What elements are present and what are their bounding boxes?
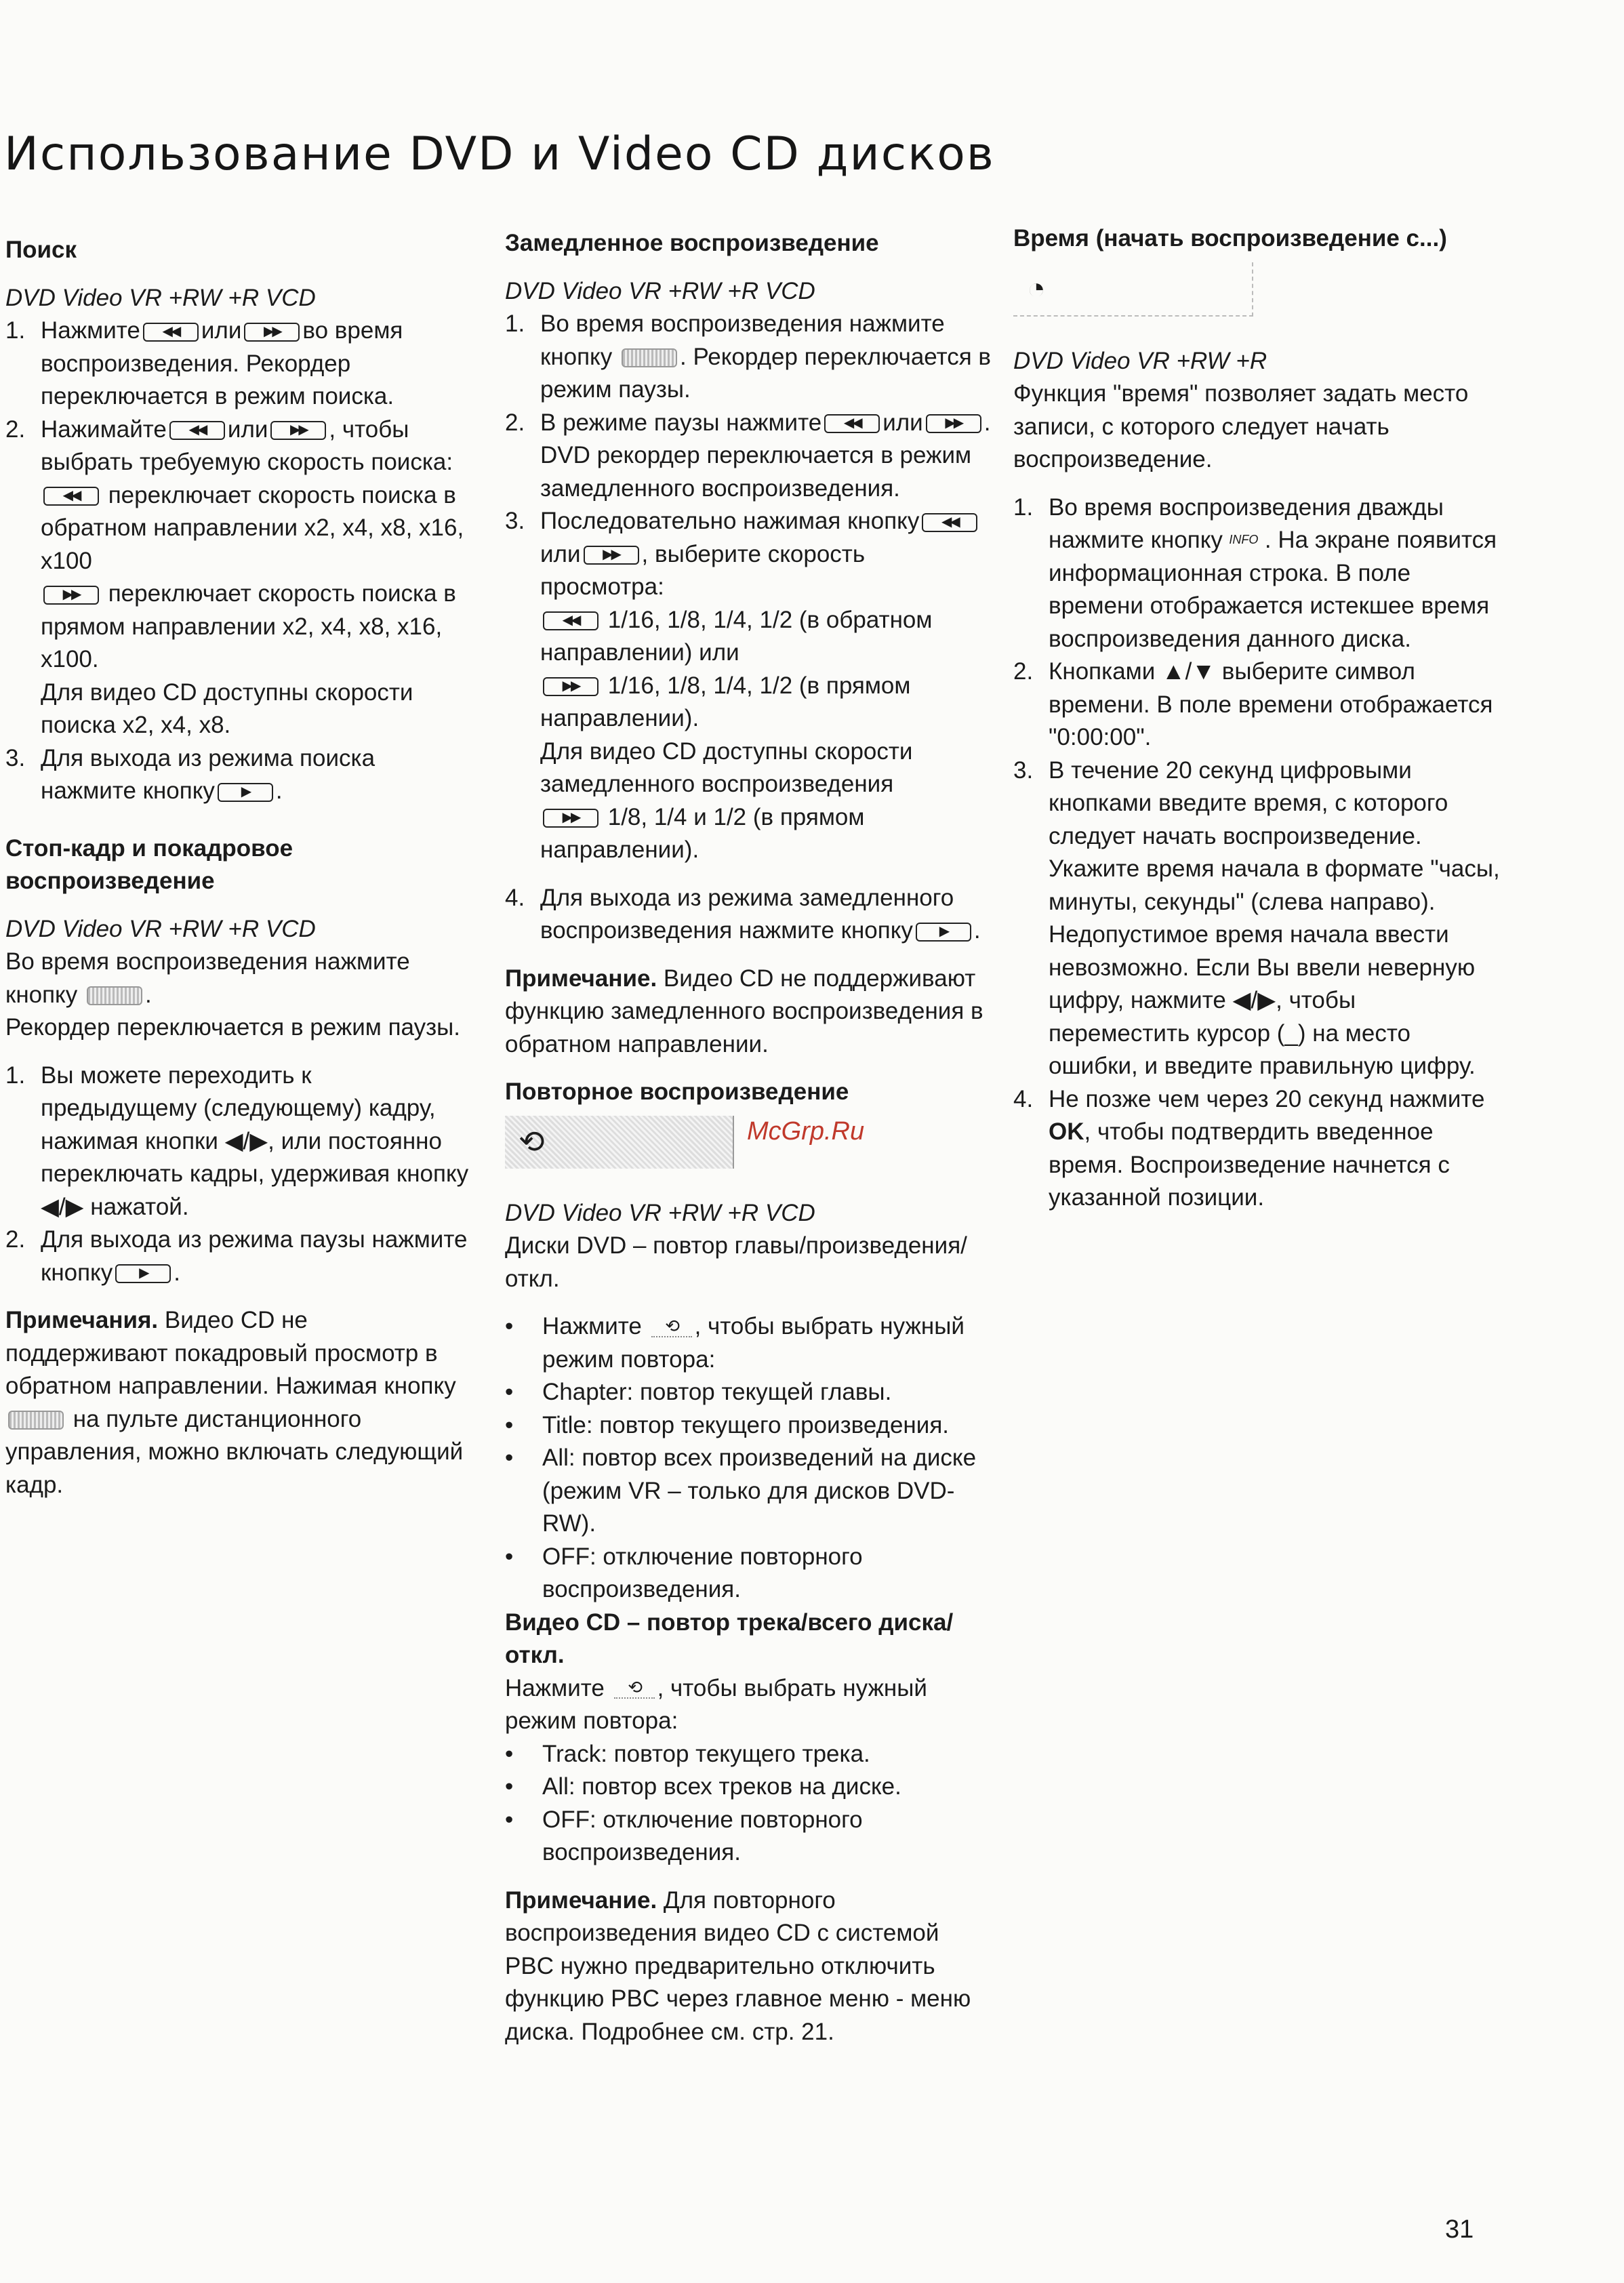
fast-forward-button-icon	[270, 421, 326, 440]
still-formats: DVD Video VR +RW +R VCD	[5, 915, 316, 942]
search-steps	[5, 315, 473, 808]
play-button-icon	[916, 923, 971, 942]
list-item: • Track: повтор текущего трека.	[505, 1738, 993, 1771]
search-formats: DVD Video VR +RW +R VCD	[5, 284, 316, 311]
play-button-icon	[115, 1264, 171, 1283]
repeat-dvd-list	[505, 1310, 993, 1607]
search-heading: Поиск	[5, 237, 77, 263]
rewind-button-icon	[824, 414, 880, 433]
list-item: 2. Нажимайте◀◀ или▶▶ , чтобы выбрать требуемую скорость поиска: ◀◀ переключает скорость поиска в обратном направлении x2, x4, x8, x16, x100 ▶▶ переключает скорость поиска в прямом направлении x2, x4, x8, x16, x100. Для видео CD доступны скорости поиска x2, x4, x8.	[5, 413, 473, 742]
rewind-button-icon	[169, 421, 225, 440]
list-item: • Title: повтор текущего произведения.	[505, 1409, 993, 1442]
list-item: • Chapter: повтор текущей главы.	[505, 1376, 993, 1409]
still-p1: Во время воспроизведения нажмите кнопку .	[5, 948, 410, 1008]
fast-forward-button-icon	[543, 809, 598, 828]
column-3	[1013, 222, 1501, 1215]
repeat-button-icon	[651, 1318, 692, 1337]
time-heading: Время (начать воспроизведение с...)	[1013, 225, 1447, 251]
fast-forward-button-icon	[43, 586, 99, 605]
list-item: 1. Во время воспроизведения нажмите кнопку . Рекордер переключается в режим паузы.	[505, 310, 991, 403]
repeat-icon-box	[505, 1116, 734, 1169]
repeat-vcd-heading: Видео CD – повтор трека/всего диска/откл.	[505, 1609, 954, 1668]
repeat-dvd-title: Диски DVD – повтор главы/произведения/откл.	[505, 1232, 967, 1292]
list-item: 1. Вы можете переходить к предыдущему (следующему) кадру, нажимая кнопки ◀/▶, или постоянно переключать кадры, удерживая кнопку ◀/▶ нажатой.	[5, 1062, 469, 1220]
list-item: • OFF: отключение повторного воспроизведения.	[505, 1804, 993, 1870]
pause-button-icon	[8, 1411, 64, 1430]
list-item: 4. Не позже чем через 20 секунд нажмите OK, чтобы подтвердить введенное время. Воспроизведение начнется с указанной позиции.	[1013, 1085, 1485, 1211]
repeat-note: Примечание. Для повторного воспроизведения видео CD с системой PBC нужно предварительно отключить функцию PBC через главное меню - меню диска. Подробнее см. стр. 21.	[505, 1886, 971, 2045]
slow-formats: DVD Video VR +RW +R VCD	[505, 277, 815, 304]
rewind-button-icon	[43, 487, 99, 506]
time-steps	[1013, 491, 1501, 1215]
still-steps	[5, 1059, 473, 1290]
list-item: • All: повтор всех произведений на диске (режим VR – только для дисков DVD-RW).	[505, 1442, 993, 1541]
list-item: 1. Во время воспроизведения дважды нажмите кнопкуINFO . На экране появится информационная строка. В поле времени отображается истекшее время воспроизведения данного диска.	[1013, 491, 1501, 656]
list-item: 1. Нажмите◀◀ или▶▶ во время воспроизведения. Рекордер переключается в режим поиска.	[5, 315, 473, 413]
list-item: 3. Последовательно нажимая кнопку◀◀или▶▶ , выберите скорость просмотра: ◀◀ 1/16, 1/8, 1/4, 1/2 (в обратном направлении) или ▶▶ 1/16, 1/8, 1/4, 1/2 (в прямом направлении). Для видео CD доступны скорости замедленного воспроизведения ▶▶ 1/8, 1/4 и 1/2 (в прямом направлении).	[505, 505, 993, 867]
info-button-icon	[1225, 532, 1262, 551]
pause-button-icon	[622, 348, 677, 367]
repeat-formats: DVD Video VR +RW +R VCD	[505, 1199, 815, 1226]
rewind-button-icon	[143, 323, 199, 342]
rewind-button-icon	[922, 513, 977, 532]
list-item: 3. В течение 20 секунд цифровыми кнопками введите время, с которого следует начать воспроизведение. Укажите время начала в формате "часы, минуты, секунды" (слева направо). Недопустимое время начала ввести невозможно. Если Вы ввели неверную цифру, нажмите ◀/▶, чтобы переместить курсор (_) на место ошибки, и введите правильную цифру.	[1013, 756, 1500, 1079]
fast-forward-button-icon	[244, 323, 300, 342]
still-heading: Стоп-кадр и покадровое воспроизведение	[5, 834, 293, 894]
list-item: 2. Для выхода из режима паузы нажмите кнопку▶ .	[5, 1224, 473, 1289]
watermark: McGrp.Ru	[747, 1117, 865, 1146]
list-item: • OFF: отключение повторного воспроизведения.	[505, 1541, 993, 1607]
column-1	[5, 234, 473, 1501]
slow-heading: Замедленное воспроизведение	[505, 230, 879, 256]
repeat-icon: ⟲	[519, 1123, 545, 1159]
repeat-button-icon	[614, 1680, 655, 1699]
time-intro: Функция "время" позволяет задать место записи, с которого следует начать воспроизведение.	[1013, 380, 1469, 472]
list-item: 2. Кнопками ▲/▼ выберите символ времени. В поле времени отображается "0:00:00".	[1013, 658, 1493, 750]
fast-forward-button-icon	[926, 414, 981, 433]
list-item: • All: повтор всех треков на диске.	[505, 1771, 993, 1804]
slow-steps	[505, 308, 993, 948]
page-title: Использование DVD и Video CD дисков	[4, 127, 995, 181]
rewind-button-icon	[543, 611, 598, 630]
pause-button-icon	[87, 986, 142, 1005]
play-button-icon	[218, 783, 273, 802]
time-icon-box	[1013, 262, 1253, 317]
list-item: 4. Для выхода из режима замедленного воспроизведения нажмите кнопку▶ .	[505, 882, 993, 948]
clock-icon: ◔	[1027, 270, 1046, 306]
list-item: • Нажмите ⟲ , чтобы выбрать нужный режим повтора:	[505, 1310, 993, 1376]
slow-note: Примечание. Видео CD не поддерживают функцию замедленного воспроизведения в обратном направлении.	[505, 965, 983, 1057]
list-item: 3. Для выхода из режима поиска нажмите кнопку▶ .	[5, 742, 473, 808]
page-number: 31	[1445, 2215, 1474, 2244]
fast-forward-button-icon	[584, 546, 639, 565]
repeat-vcd-list	[505, 1738, 993, 1870]
still-note: Примечания. Видео CD не поддерживают покадровый просмотр в обратном направлении. Нажимая кнопку на пульте дистанционного управления, можно включать следующий кадр.	[5, 1307, 464, 1498]
repeat-heading: Повторное воспроизведение	[505, 1078, 849, 1105]
repeat-vcd-intro: Нажмите ⟲ , чтобы выбрать нужный режим повтора:	[505, 1672, 993, 1738]
fast-forward-button-icon	[543, 677, 598, 696]
still-p2: Рекордер переключается в режим паузы.	[5, 1014, 461, 1041]
time-formats: DVD Video VR +RW +R	[1013, 347, 1267, 374]
list-item: 2. В режиме паузы нажмите◀◀ или▶▶ . DVD рекордер переключается в режим замедленного воспроизведения.	[505, 407, 993, 506]
